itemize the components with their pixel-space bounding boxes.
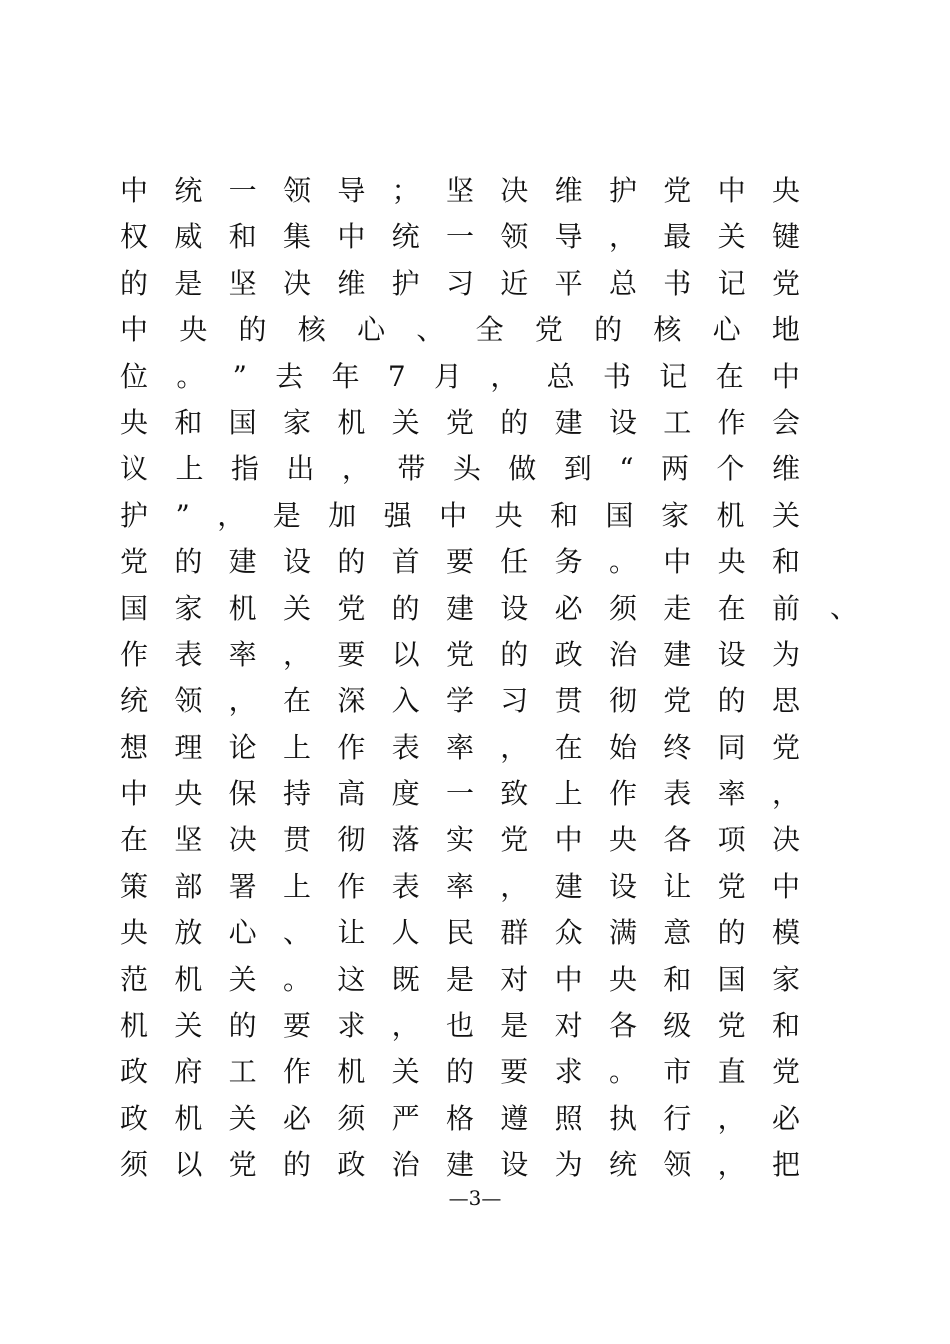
text-line: 护 ” ， 是 加 强 中 央 和 国 家 机 关	[120, 498, 800, 532]
text-line: 位 。 ” 去 年 7 月 ， 总 书 记 在 中	[120, 359, 800, 393]
overflow-punctuation: 、	[830, 591, 859, 624]
text-line: 范 机 关 。 这 既 是 对 中 央 和 国 家	[120, 962, 800, 996]
text-line: 在 坚 决 贯 彻 落 实 党 中 央 各 项 决	[120, 823, 800, 857]
text-line: 中 央 的 核 心 、 全 党 的 核 心 地	[120, 313, 800, 347]
text-line: 想 理 论 上 作 表 率 ， 在 始 终 同 党	[120, 730, 800, 764]
body-text	[120, 168, 820, 1189]
text-line: 议 上 指 出 ， 带 头 做 到 “ 两 个 维	[120, 452, 800, 486]
text-line: 须 以 党 的 政 治 建 设 为 统 领 ， 把	[120, 1148, 800, 1182]
text-line: 策 部 署 上 作 表 率 ， 建 设 让 党 中	[120, 869, 800, 903]
text-line: 政 机 关 必 须 严 格 遵 照 执 行 ， 必	[120, 1101, 800, 1135]
text-line: 中 央 保 持 高 度 一 致 上 作 表 率 ，	[120, 777, 800, 811]
text-line: 党 的 建 设 的 首 要 任 务 。 中 央 和	[120, 545, 800, 579]
text-line: 中 统 一 领 导 ； 坚 决 维 护 党 中 央	[120, 174, 800, 207]
page-number: —3—	[448, 1186, 502, 1210]
text-line: 作 表 率 ， 要 以 党 的 政 治 建 设 为	[120, 637, 800, 671]
text-line: 的 是 坚 决 维 护 习 近 平 总 书 记 党	[120, 266, 800, 300]
text-line: 央 和 国 家 机 关 党 的 建 设 工 作 会	[120, 405, 800, 439]
text-line: 政 府 工 作 机 关 的 要 求 。 市 直 党	[120, 1055, 800, 1089]
text-line: 机 关 的 要 求 ， 也 是 对 各 级 党 和	[120, 1009, 800, 1043]
text-line: 国 家 机 关 党 的 建 设 必 须 走 在 前	[120, 591, 800, 625]
text-line: 央 放 心 、 让 人 民 群 众 满 意 的 模	[120, 916, 800, 950]
text-line: 统 领 ， 在 深 入 学 习 贯 彻 党 的 思	[120, 684, 800, 718]
text-line: 权 威 和 集 中 统 一 领 导 ， 最 关 键	[120, 220, 800, 254]
